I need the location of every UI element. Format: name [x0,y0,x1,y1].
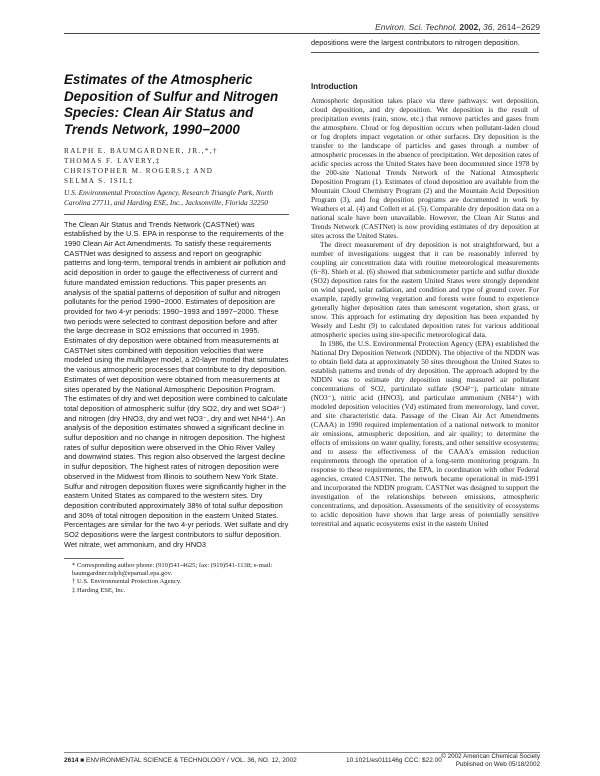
abstract: The Clean Air Status and Trends Network (CASTNet) was established by the U.S. EPA in response to the requirements of the 1990 Clean Air Act Amendments. To satisfy these requirements CASTNet was designed to assess and report on geographic patterns and long-term, temporal trends in ambient air pollution and acid deposition in order to gauge the effectiveness of current and future mandated emission reductions. This paper presents an analysis of the spatial patterns of deposition of sulfur and nitrogen pollutants for the period 1990−2000. Estimates of deposition are provided for two 4-yr periods: 1990−1993 and 1997−2000. These two periods were selected to contrast deposition before and after the large decrease in SO2 emissions that occurred in 1995. Estimates of dry deposition were obtained from measurements at CASTNet sites combined with deposition velocities that were modeled using the multilayer model, a 20-layer model that simulates the various atmospheric processes that contribute to dry deposition. Estimates of wet deposition were obtained from measurements at sites operated by the National Atmospheric Deposition Program. The estimates of dry and wet deposition were combined to calculate total deposition of atmospheric sulfur (dry SO2, dry and wet SO4²⁻) and nitrogen (dry HNO3, dry and wet NO3⁻, dry and wet NH4⁺). An analysis of the deposition estimates showed a significant decline in sulfur deposition and no change in nitrogen deposition. The highest rates of sulfur deposition were observed in the Ohio River Valley and downwind states. This region also observed the largest decline in sulfur deposition. The highest rates of nitrogen deposition were observed in the Midwest from Illinois to southern New York State. Sulfur and nitrogen deposition fluxes were significantly higher in the eastern United States as compared to the western sites. Dry deposition contributed approximately 38% of total sulfur deposition and 30% of total nitrogen deposition in the eastern United States. Percentages are similar for the two 4-yr periods. Wet sulfate and dry SO2 depositions were the largest contributors to sulfur deposition. Wet nitrate, wet ammonium, and dry HNO3 [64,219,289,549]
author: RALPH E. BAUMGARDNER, JR.,*,† [64,147,219,155]
footnotes [64,562,289,596]
footer-journal-line: ENVIRONMENTAL SCIENCE & TECHNOLOGY / VOL. 36, NO. 12, 2002 [86,757,297,764]
abstract-rule [64,214,289,215]
left-column [64,38,289,595]
author: CHRISTOPHER M. ROGERS,‡ AND [64,167,214,175]
author: THOMAS F. LAVERY,‡ [64,157,161,165]
affiliation: U.S. Environmental Protection Agency, Research Triangle Park, North Carolina 27711, and Harding ESE, Inc., Jacksonville, Florida 32250 [64,188,274,207]
footer-journal [64,757,297,764]
author: SELMA S. ISIL‡ [64,177,134,185]
paragraph: The direct measurement of dry deposition is not straightforward, but a number of investigations suggest that it can be reasonably inferred by coupling air concentration data with routine meteorological measurements (6−8). Shieh et al. (6) showed that submicrometer particle and sulfur dioxide (SO2) deposition rates for the eastern United States were strongly dependent on wind speed, solar radiation, and condition and type of ground cover. For example, rapidly growing vegetation and forests were found to experience generally higher deposition rates than senescent vegetation, short grass, or snow. This approach for estimating dry deposition has been expanded by Wesely and Lesht (9) to calculated deposition rates for various additional atmospheric species using site-specific meteorological data. [311,239,539,339]
footnote-epa: † U.S. Environmental Protection Agency. [72,578,182,586]
publication-date: Published on Web 05/18/2002 [455,760,540,768]
footer-copyright [441,753,540,768]
abstract-end-rule [311,52,539,53]
footer-doi: 10.1021/es011146g CCC: $22.00 [346,757,442,764]
footnote-harding: ‡ Harding ESE, Inc. [72,586,126,594]
introduction-body [311,96,539,528]
footnote-rule [64,558,124,559]
footnote-corresponding: * Corresponding author phone: (919)541-4625; fax: (919)541-1138; e-mail: baumgardner.ralph@epamail.epa.gov. [72,561,273,577]
author-list [64,146,289,186]
header-rule [64,33,540,34]
abstract-continuation: depositions were the largest contributors to nitrogen deposition. [311,38,520,47]
paragraph: Atmospheric deposition takes place via three pathways: wet deposition, cloud deposition, and dry deposition. Wet deposition is the result of precipitation events (rain, snow, etc.) that remove particles and gases from the atmosphere. Cloud or fog deposition occurs when pollutant-laden cloud or fog droplets impact vegetation or other surfaces. Dry deposition is the transfer to the landscape of particles and gases through a number of atmospheric processes in the absence of precipitation. Wet deposition rates of acidic species across the United States have been documented since 1978 by the 200-site National Trends Network of the National Atmospheric Deposition Program (1). Estimates of cloud deposition are available from the Mountain Cloud Chemistry Program (2) and the Mountain Acid Deposition Program (3), and fog deposition programs are documented in work by Weathers et al. (4) and Collett et al. (5). Comparable dry deposition data on a national scale have been unavailable. However, the Clean Air Status and Trends Network (CASTNet) is now providing estimates of dry deposition at sites across the United States. [311,95,539,240]
journal-name: Environ. Sci. Technol. [375,22,457,32]
journal-volume: 36, [483,22,495,32]
journal-pages: 2614−2629 [497,22,540,32]
article-title: Estimates of the Atmospheric Deposition of Sulfur and Nitrogen Species: Clean Air Status and Trends Network, 1990−2000 [64,72,279,137]
paragraph: In 1986, the U.S. Environmental Protection Agency (EPA) established the National Dry Deposition Network (NDDN). The objective of the NDDN was to obtain field data at approximately 50 sites throughout the United States to establish patterns and trends of dry deposition. The approach adopted by the NDDN was to estimate dry deposition using measured air pollutant concentrations of SO2, particulate sulfate (SO4²⁻), particulate nitrate (NO3⁻), nitric acid (HNO3), and particulate ammonium (NH4⁺) with modeled deposition velocities (Vd) estimated from meteorology, land cover, and site characteristic data. Passage of the Clean Air Act Amendments (CAAA) in 1990 required implementation of a national network to monitor air emissions, atmospheric deposition, and air quality; to determine the effects of emissions on water quality, forests, and other sensitive ecosystems; and to assess the effectiveness of the CAAA's emission reduction requirements through the operation of a long-term monitoring program. In response to these requirements, the EPA, in coordination with other Federal agencies, created CASTNet. The network became operational in mid-1991 and incorporated the NDDN program. CASTNet was designed to support the investigation of the relationships between emissions, atmospheric concentrations, and deposition. Assessments of the sensitivity of ecosystems to acidic deposition have shown that large areas of potentially sensitive terrestrial and aquatic ecosystems exist in the eastern United [311,338,539,528]
journal-year: 2002, [459,22,481,32]
section-heading-introduction: Introduction [311,81,358,91]
copyright: © 2002 American Chemical Society [441,753,540,760]
diamond-icon: ■ [80,757,85,764]
right-column [311,38,539,528]
page-number: 2614 [64,757,79,764]
